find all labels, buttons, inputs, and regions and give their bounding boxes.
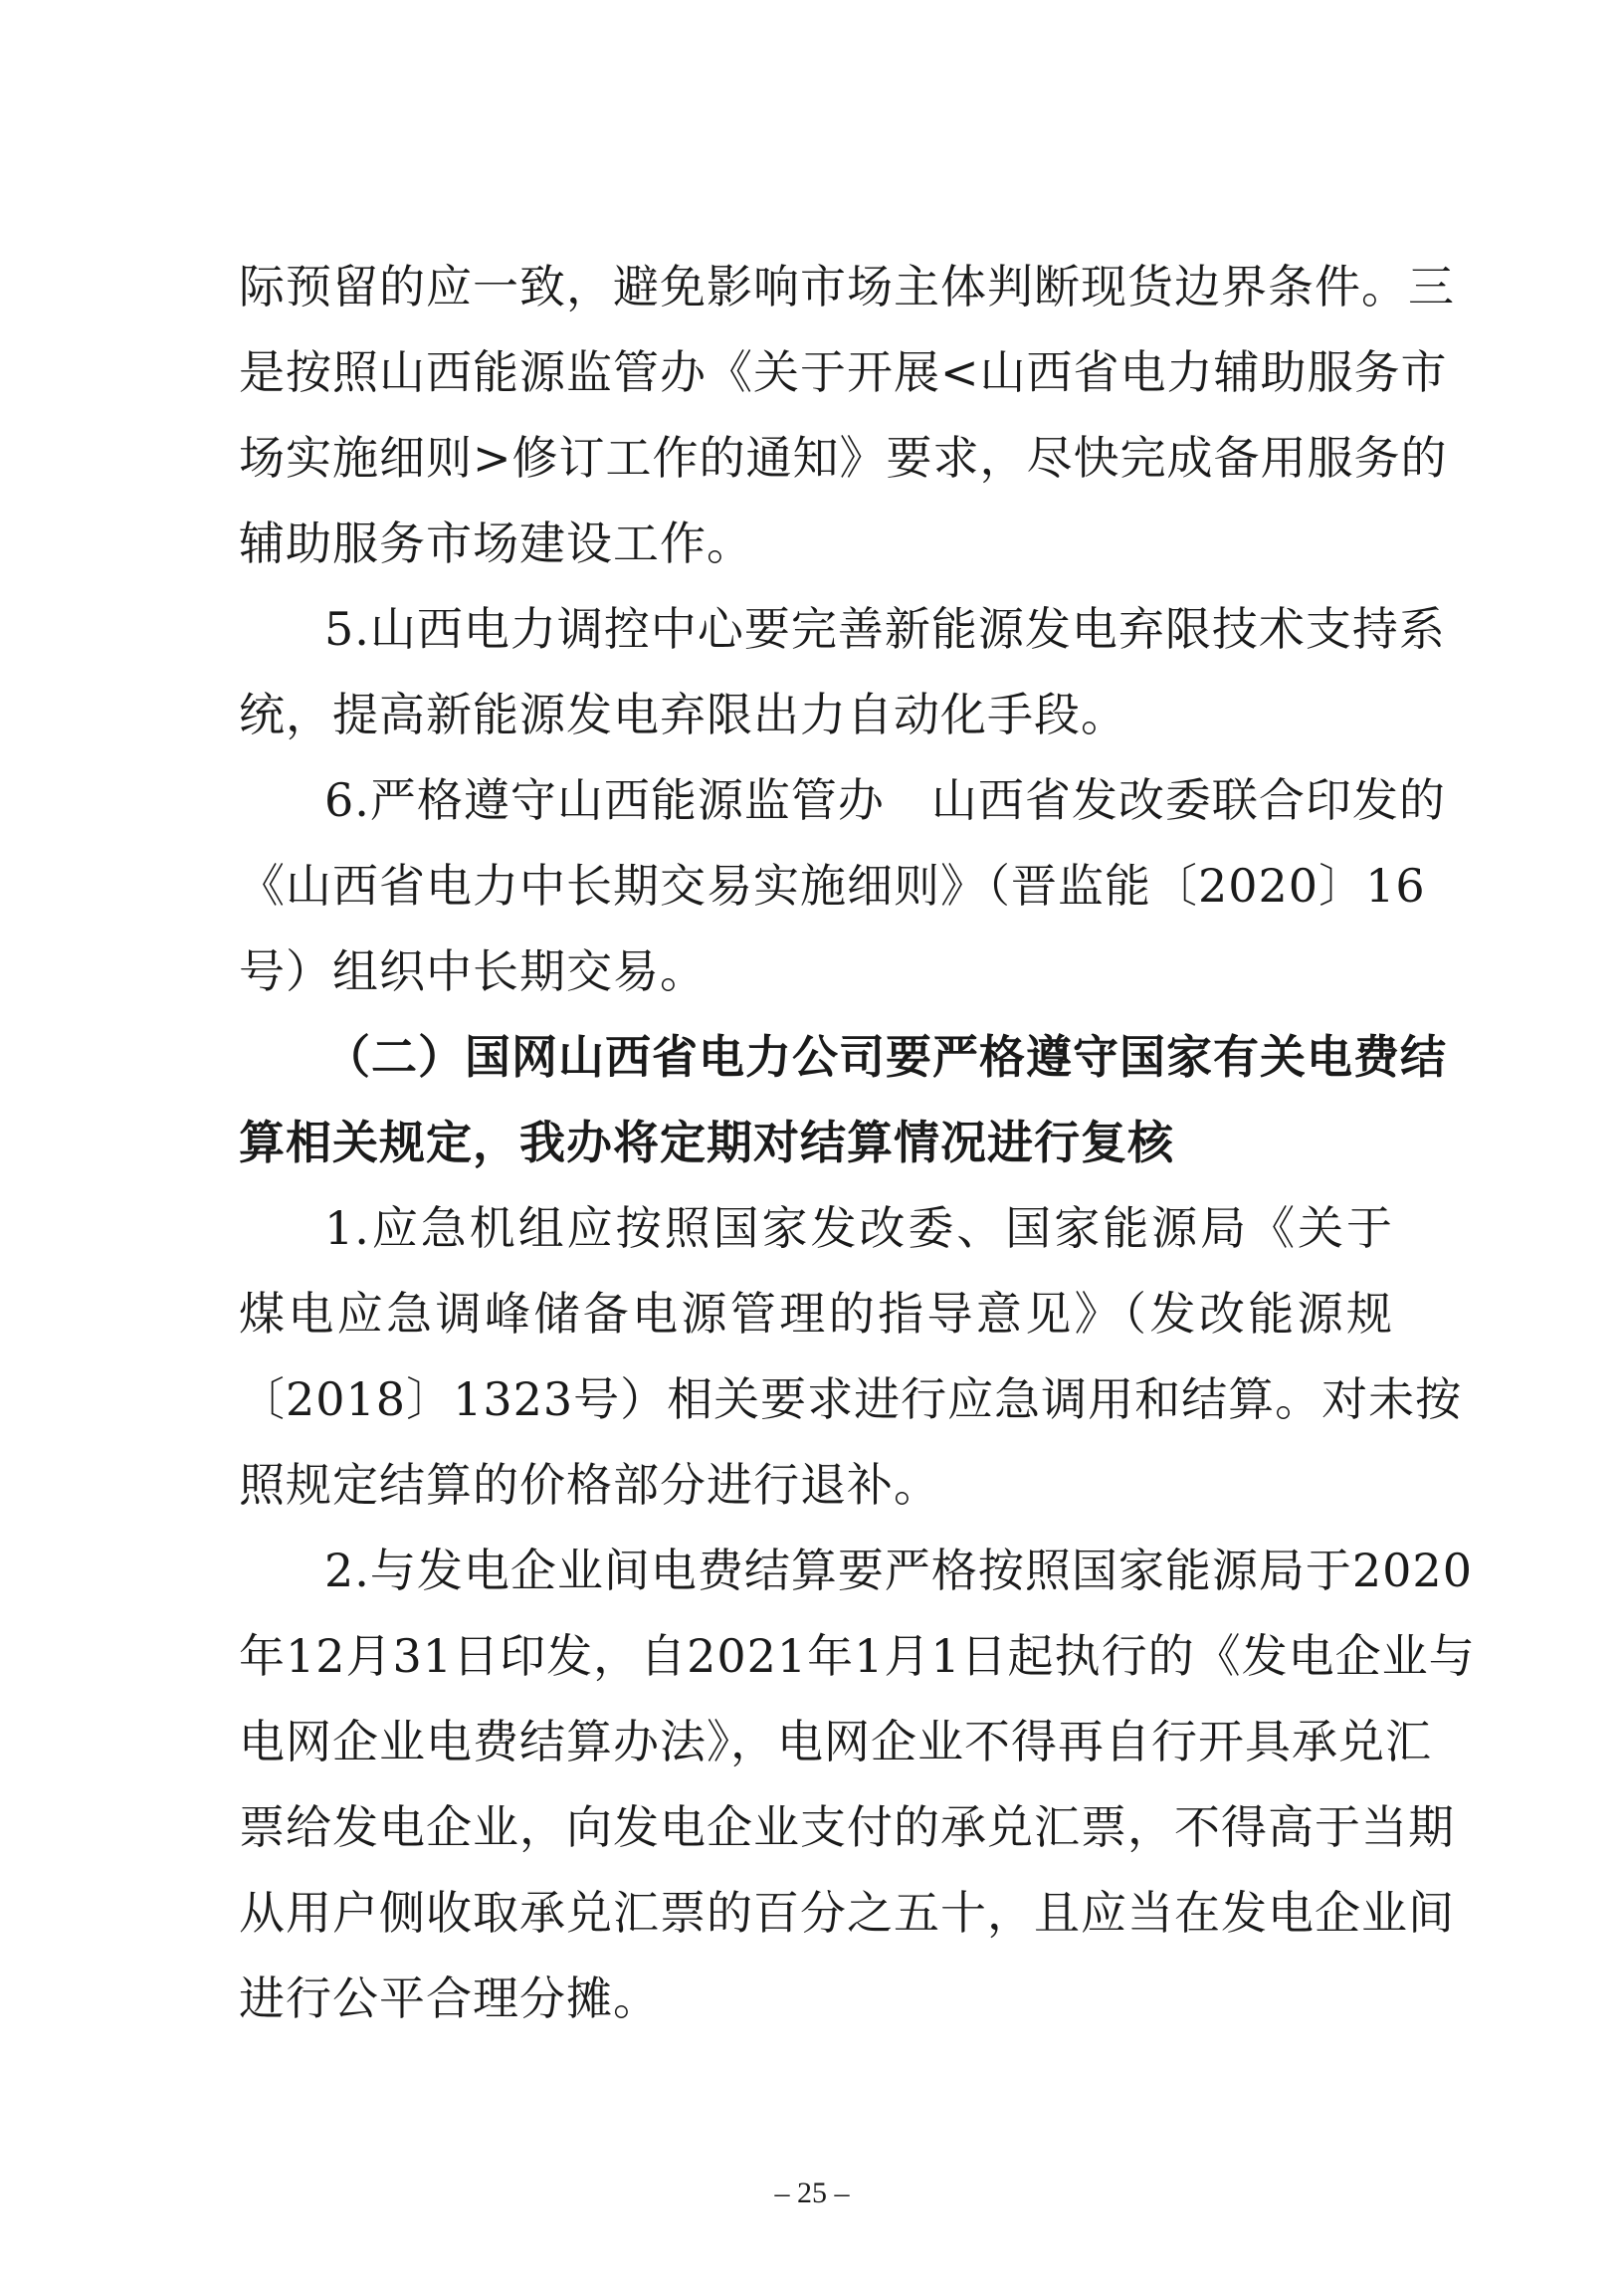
paragraph-line: 6.严格遵守山西能源监管办 山西省发改委联合印发的 [324,773,1446,827]
paragraph-line: 际预留的应一致，避免影响市场主体判断现货边界条件。三 [239,260,1455,313]
paragraph-line: 辅助服务市场建设工作。 [239,517,753,570]
paragraph-line: 《山西省电力中长期交易实施细则》（晋监能〔2020〕16 [239,859,1426,913]
paragraph-line: 照规定结算的价格部分进行退补。 [239,1458,940,1512]
page-number: – 25 – [774,2176,850,2209]
paragraph-line: 从用户侧收取承兑汇票的百分之五十，且应当在发电企业间 [239,1886,1455,1940]
paragraph-line: 电网企业电费结算办法》，电网企业不得再自行开具承兑汇 [239,1715,1432,1768]
section-heading-line: （二）国网山西省电力公司要严格遵守国家有关电费结 [324,1030,1447,1084]
paragraph-line: 2.与发电企业间电费结算要严格按照国家能源局于2020 [324,1544,1473,1597]
section-heading-line: 算相关规定，我办将定期对结算情况进行复核 [239,1116,1174,1169]
paragraph-line: 票给发电企业，向发电企业支付的承兑汇票，不得高于当期 [239,1800,1455,1854]
paragraph-line: 煤电应急调峰储备电源管理的指导意见》（发改能源规 [239,1287,1393,1341]
paragraph-line: 场实施细则>修订工作的通知》要求，尽快完成备用服务的 [239,431,1448,485]
paragraph-line: 年12月31日印发，自2021年1月1日起执行的《发电企业与 [239,1629,1476,1683]
paragraph-line: 1.应急机组应按照国家发改委、国家能源局《关于 [324,1201,1393,1255]
paragraph-line: 5.山西电力调控中心要完善新能源发电弃限技术支持系 [324,602,1446,656]
paragraph-line: 〔2018〕1323号）相关要求进行应急调用和结算。对未按 [239,1372,1463,1426]
paragraph-line: 统，提高新能源发电弃限出力自动化手段。 [239,688,1127,741]
paragraph-line: 进行公平合理分摊。 [239,1971,660,2025]
paragraph-line: 是按照山西能源监管办《关于开展<山西省电力辅助服务市 [239,345,1448,399]
paragraph-line: 号）组织中长期交易。 [239,944,707,998]
